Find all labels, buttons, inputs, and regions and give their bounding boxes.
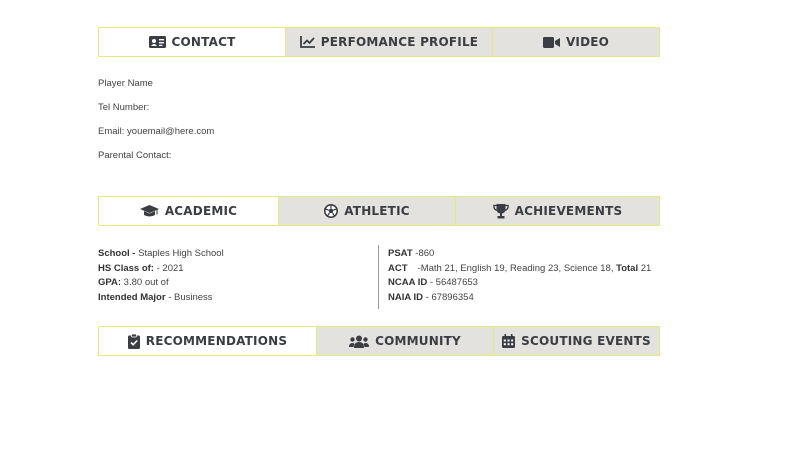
tab-academic-label: ACADEMIC: [164, 204, 238, 218]
clipboard-check-icon: [128, 334, 140, 349]
ncaa-row: NCAA ID - 56487653: [388, 277, 478, 288]
tab-scouting-events[interactable]: [493, 327, 659, 355]
tab-achievements[interactable]: [455, 197, 659, 225]
player-name: Player Name: [98, 78, 153, 89]
tab-community[interactable]: [316, 327, 493, 355]
tab-video[interactable]: [492, 28, 659, 56]
tab-recommendations-label: RECOMMENDATIONS: [145, 334, 288, 348]
tab-athletic[interactable]: [278, 197, 455, 225]
stats-tabbar: [98, 196, 660, 226]
soccer-ball-icon: [324, 204, 338, 218]
video-camera-icon: [543, 37, 560, 48]
test-scores: [378, 245, 651, 309]
class-row: HS Class of: - 2021: [98, 262, 184, 274]
tab-performance-label: PERFOMANCE PROFILE: [320, 35, 479, 49]
school-row: School - Staples High School: [98, 248, 224, 259]
major-row: Intended Major - Business: [98, 291, 213, 303]
tab-academic[interactable]: [99, 197, 278, 225]
naia-row: NAIA ID - 67896354: [388, 291, 474, 303]
calendar-icon: [502, 334, 515, 348]
gpa-row: GPA: 3.80 out of: [98, 277, 169, 288]
tab-contact-label: CONTACT: [171, 35, 236, 49]
contact-details: [98, 78, 214, 174]
tab-video-label: VIDEO: [565, 35, 610, 49]
parental-contact: Parental Contact:: [98, 150, 172, 161]
tel-number: Tel Number:: [98, 102, 150, 113]
trophy-icon: [493, 204, 509, 219]
psat-row: PSAT -860: [388, 248, 435, 259]
tab-contact[interactable]: [99, 28, 285, 56]
email: Email: youemail@here.com: [98, 126, 215, 137]
tab-recommendations[interactable]: [99, 327, 316, 355]
graduation-cap-icon: [140, 205, 159, 218]
academic-details: [98, 247, 224, 305]
more-tabbar: [98, 326, 660, 356]
profile-tabbar: [98, 27, 660, 57]
tab-scouting-events-label: SCOUTING EVENTS: [521, 334, 651, 348]
tab-athletic-label: ATHLETIC: [344, 204, 410, 218]
act-row: ACT -Math 21, English 19, Reading 23, Science 18, Total 21: [388, 262, 652, 274]
id-card-icon: [149, 36, 166, 48]
users-icon: [349, 335, 369, 348]
tab-performance-profile[interactable]: [285, 28, 492, 56]
tab-achievements-label: ACHIEVEMENTS: [514, 204, 623, 218]
chart-line-icon: [300, 36, 315, 48]
tab-community-label: COMMUNITY: [375, 334, 461, 348]
